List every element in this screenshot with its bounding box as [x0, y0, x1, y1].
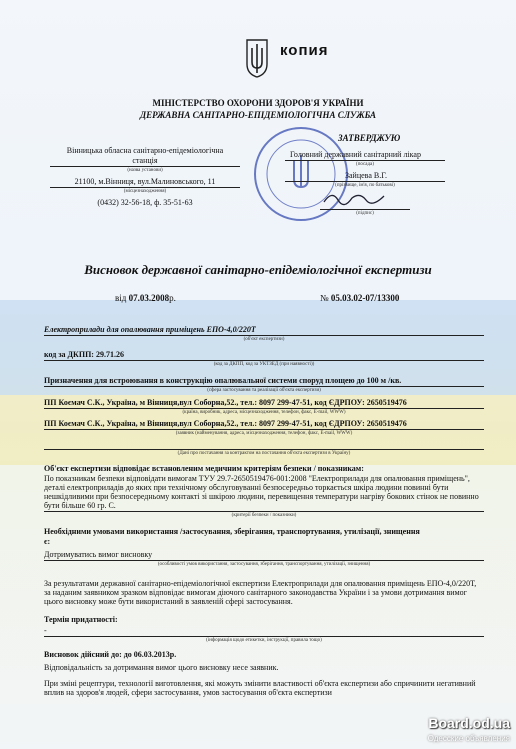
- fitness-caption: (інформація щодо етикетки, інструкції, правила тощо): [206, 638, 322, 643]
- document-title: Висновок державної санітарно-епідеміологічної експертизи: [84, 262, 432, 277]
- document-number: 05.03.02-07/13300: [330, 293, 400, 303]
- signature-icon: [320, 186, 390, 208]
- valid-line: [44, 650, 176, 659]
- manufacturer-caption: (країна, виробник, адреса, місцезнаходження, телефон, факс, E-mail, WWW): [182, 410, 346, 415]
- approver-name: Зайцева В.Г.: [345, 171, 387, 180]
- date-line: від 07.03.2008р.: [115, 293, 176, 303]
- purpose-caption: (сфера застосування та реалізації об'єкта експертизи): [207, 388, 321, 393]
- watermark-subtitle: Одесские объявления: [427, 734, 510, 743]
- trident-emblem-icon: [244, 38, 270, 78]
- final-text: При зміні рецептури, технології виготовлення, які можуть змінити властивості об'єкта експертизи або спричинити негативний вплив на здоров'я людей, сфери застосування, умов застосування об'єкта експертизи: [44, 679, 476, 697]
- org-phone: (0432) 32-56-18, ф. 35-51-63: [97, 198, 193, 207]
- result-text: За результатами державної санітарно-епідеміологічної експертизи Електроприлади для опалювання приміщень ЕПО-4,0/220Т, за наданим заявником зразком відповідає вимогам діючого санітарного законодавства України і за умови дотримання вимог цього висновку може бути використаний в заявленій сфері застосування.: [44, 579, 477, 606]
- applicant-caption: (заявник (найменування, адреса, місцезнаходження, телефон, факс, E-mail, WWW): [175, 431, 353, 436]
- watermark: Board.od.ua: [428, 715, 510, 731]
- criteria-text: По показникам безпеки відповідати вимогам ТУУ 29.7-2650519476-001:2008 "Електроприлади для опалювання приміщень", деталі електроприладів до яких при технічному обслуговуванні безпосередньо торкається шкіра людини повинні бути нешкідливими при безпосередньому контакті зі шкірою людини, перевищення температури нагріву бокових стінок не повинно бути більше 60 гр. С.: [44, 474, 479, 510]
- responsibility-text: Відповідальність за дотримання вимог цього висновку несе заявник.: [44, 663, 279, 672]
- code-value: код за ДКПП: 29.71.26: [44, 350, 124, 359]
- org-name: Вінницька обласна санітарно-епідеміологічна: [66, 146, 224, 155]
- criteria-caption: (критерії безпеки / показники): [231, 513, 297, 518]
- conditions-heading: Необхідними умовами використання /застосування, зберігання, транспортування, утилізації, знищення: [44, 527, 420, 536]
- copy-label: копия: [280, 42, 329, 59]
- fitness-label: Термін придатності:: [44, 615, 118, 624]
- object-value: Електроприлади для опалювання приміщень ЕПО-4,0/220Т: [44, 325, 256, 334]
- conditions-value: Дотримуватись вимог висновку: [44, 550, 153, 559]
- manufacturer-value: ПП Коємач С.К., Україна, м Вінниця,вул Соборна,52., тел.: 8097 299-47-51, код ЄДРПОУ: 2650519476: [44, 398, 407, 407]
- signature-caption: (підпис): [356, 211, 374, 216]
- applicant-value: ПП Коємач С.К., Україна, м Вінниця,вул Соборна,52., тел.: 8097 299-47-51, код ЄДРПОУ: 2650519476: [44, 419, 407, 428]
- service-title: ДЕРЖАВНА САНІТАРНО-ЕПІДЕМІОЛОГІЧНА СЛУЖБА: [139, 110, 377, 120]
- valid-label: Висновок дійсний до:: [44, 650, 122, 659]
- org-name-2: станція: [132, 156, 158, 165]
- org-address: 21100, м.Вінниця, вул.Малиновського, 11: [74, 177, 216, 186]
- number-line: № 05.03.02-07/13300: [320, 293, 400, 303]
- code-caption: (код за ДКПП, код за УКТЗЕД (при наявності)): [213, 362, 315, 367]
- criteria-heading: Об'єкт експертизи відповідає встановленим медичним критеріям безпеки / показникам:: [44, 464, 364, 473]
- valid-value: до 06.03.2013р.: [123, 650, 177, 659]
- address-caption: (місцезнаходження): [123, 189, 167, 194]
- purpose-value: Призначення для встроювання в конструкцію опалювальної системи споруд площею до 100 м /кв.: [44, 376, 402, 385]
- approver-position: Головний державний санітарний лікар: [290, 150, 421, 159]
- document-date: 07.03.2008: [128, 293, 170, 303]
- contract-caption: (Дані про постачання за контрактом на постачання об'єкта експертизи в Україну): [177, 451, 351, 456]
- conditions-colon: є:: [44, 537, 51, 546]
- object-caption: (об'єкт експертизи): [243, 337, 285, 342]
- approve-label: ЗАТВЕРДЖУЮ: [338, 133, 401, 143]
- org-caption: (назва установи): [127, 168, 163, 173]
- fitness-value: -: [44, 626, 47, 635]
- conditions-caption: (особливості умов використання, застосування, зберігання, транспортування, утилізації, знищення): [157, 562, 371, 567]
- ministry-title: МІНІСТЕРСТВО ОХОРОНИ ЗДОРОВ'Я УКРАЇНИ: [152, 98, 364, 108]
- name-caption: (прізвище, ім'я, по батькові): [335, 183, 395, 188]
- position-caption: (посада): [356, 162, 374, 167]
